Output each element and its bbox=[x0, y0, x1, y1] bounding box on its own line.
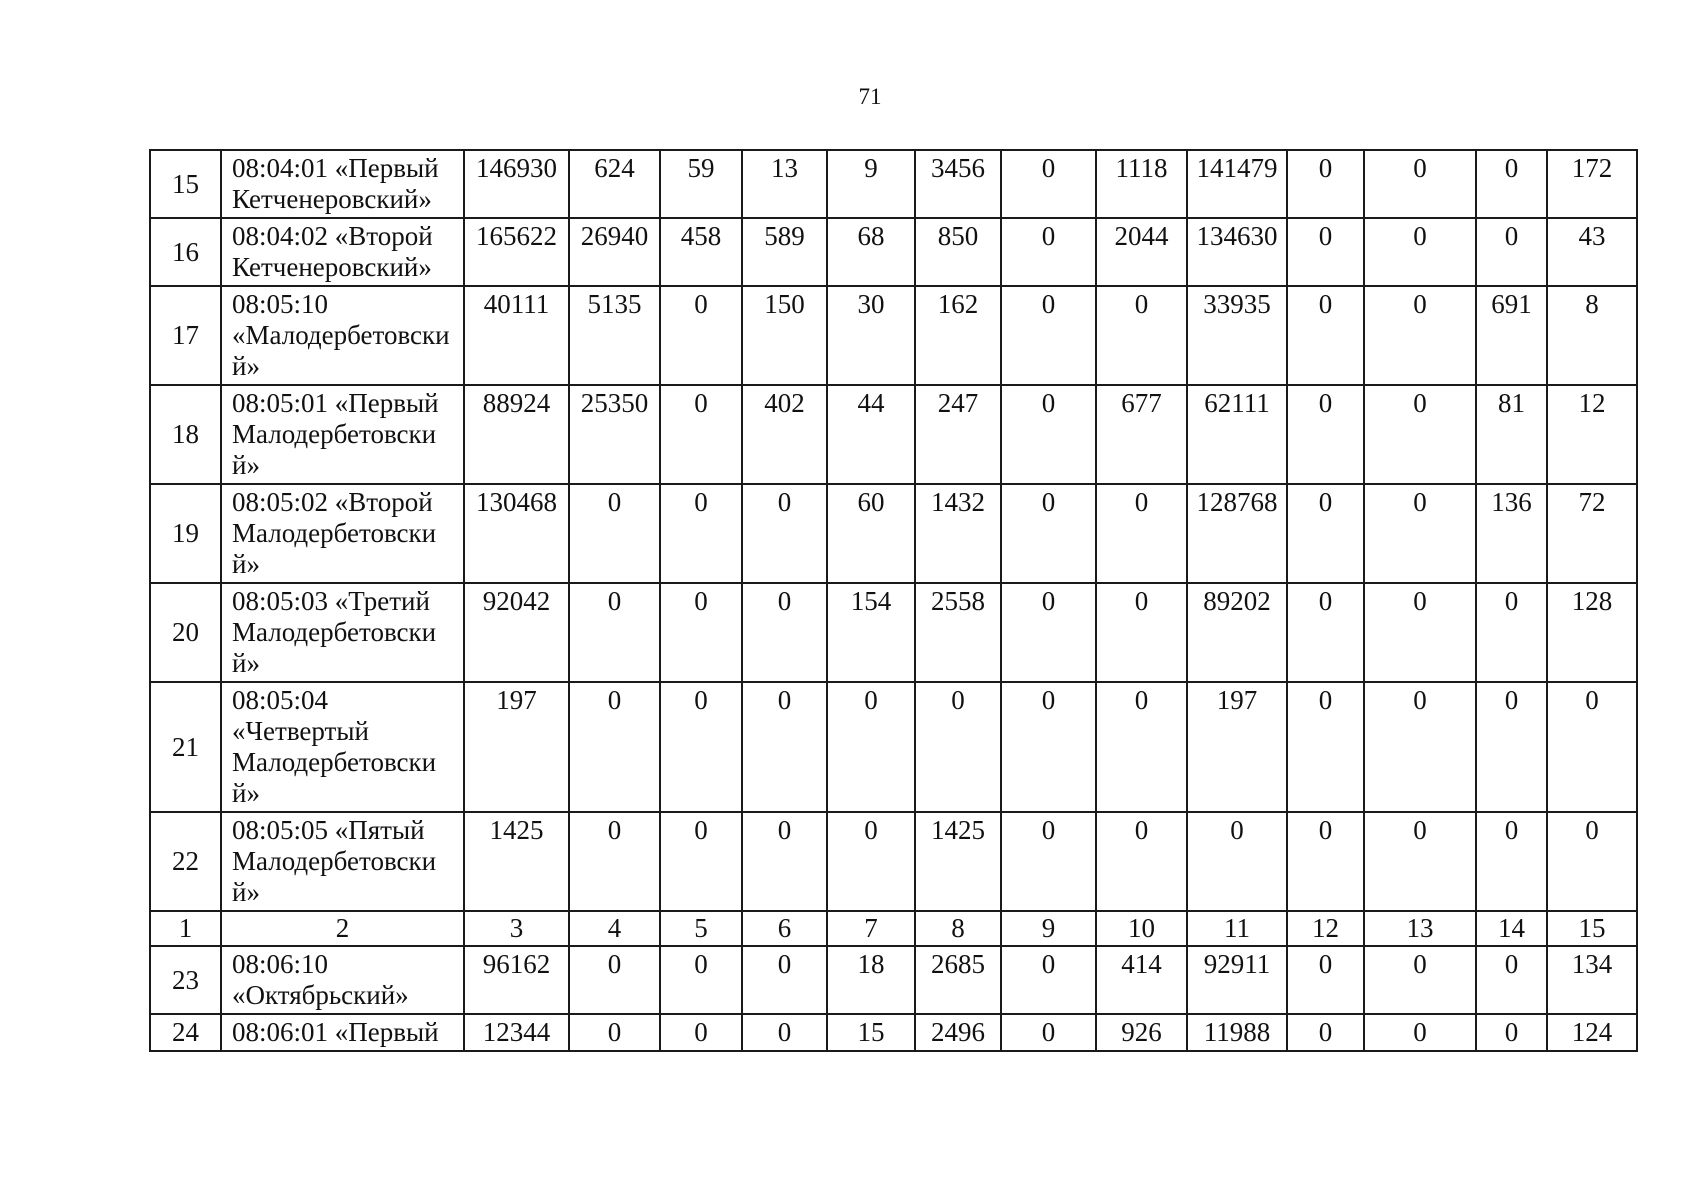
territory-name-line: 08:05:03 «Третий bbox=[232, 586, 430, 616]
column-number-cell: 4 bbox=[569, 911, 660, 946]
row-number: 16 bbox=[150, 218, 221, 286]
value-cell-col-5: 0 bbox=[660, 286, 742, 385]
column-number-cell: 7 bbox=[827, 911, 915, 946]
value-cell-col-3: 92042 bbox=[464, 583, 569, 682]
value-cell-col-12: 0 bbox=[1287, 812, 1364, 911]
value-cell-col-10: 0 bbox=[1096, 812, 1187, 911]
territory-name-line: Малодербетовски bbox=[232, 419, 437, 449]
territory-name-line: 08:04:02 «Второй bbox=[232, 221, 433, 251]
value-cell-col-8: 2496 bbox=[915, 1014, 1001, 1051]
table-row bbox=[150, 150, 1637, 218]
value-cell-col-11: 33935 bbox=[1187, 286, 1287, 385]
table-row bbox=[150, 682, 1637, 812]
column-number-cell: 1 bbox=[150, 911, 221, 946]
row-number: 24 bbox=[150, 1014, 221, 1051]
value-cell-col-4: 0 bbox=[569, 1014, 660, 1051]
value-cell-col-15: 124 bbox=[1547, 1014, 1637, 1051]
territory-name bbox=[221, 583, 464, 682]
value-cell-col-10: 0 bbox=[1096, 286, 1187, 385]
value-cell-col-4: 0 bbox=[569, 484, 660, 583]
value-cell-col-13: 0 bbox=[1364, 812, 1476, 911]
value-cell-col-5: 0 bbox=[660, 1014, 742, 1051]
table-row bbox=[150, 1014, 1637, 1051]
value-cell-col-7: 15 bbox=[827, 1014, 915, 1051]
value-cell-col-7: 68 bbox=[827, 218, 915, 286]
value-cell-col-9: 0 bbox=[1001, 946, 1096, 1014]
column-number-cell: 8 bbox=[915, 911, 1001, 946]
value-cell-col-4: 0 bbox=[569, 583, 660, 682]
value-cell-col-9: 0 bbox=[1001, 812, 1096, 911]
value-cell-col-13: 0 bbox=[1364, 946, 1476, 1014]
value-cell-col-14: 0 bbox=[1476, 682, 1547, 812]
value-cell-col-9: 0 bbox=[1001, 484, 1096, 583]
value-cell-col-6: 13 bbox=[742, 150, 827, 218]
value-cell-col-11: 89202 bbox=[1187, 583, 1287, 682]
value-cell-col-12: 0 bbox=[1287, 286, 1364, 385]
territory-name-line: Кетченеровский» bbox=[232, 252, 432, 282]
value-cell-col-5: 0 bbox=[660, 946, 742, 1014]
value-cell-col-8: 0 bbox=[915, 682, 1001, 812]
value-cell-col-13: 0 bbox=[1364, 484, 1476, 583]
value-cell-col-12: 0 bbox=[1287, 1014, 1364, 1051]
territory-name-line: й» bbox=[232, 351, 260, 381]
value-cell-col-13: 0 bbox=[1364, 1014, 1476, 1051]
column-number-cell: 12 bbox=[1287, 911, 1364, 946]
table-row bbox=[150, 812, 1637, 911]
value-cell-col-14: 0 bbox=[1476, 946, 1547, 1014]
territory-name-line: й» bbox=[232, 877, 260, 907]
value-cell-col-11: 92911 bbox=[1187, 946, 1287, 1014]
territory-name bbox=[221, 385, 464, 484]
value-cell-col-6: 589 bbox=[742, 218, 827, 286]
value-cell-col-6: 0 bbox=[742, 812, 827, 911]
value-cell-col-9: 0 bbox=[1001, 385, 1096, 484]
territory-name bbox=[221, 286, 464, 385]
value-cell-col-4: 2535​0 bbox=[569, 385, 660, 484]
column-number-cell: 3 bbox=[464, 911, 569, 946]
value-cell-col-3: 13046​8 bbox=[464, 484, 569, 583]
territory-name bbox=[221, 946, 464, 1014]
territory-name bbox=[221, 812, 464, 911]
value-cell-col-15: 0 bbox=[1547, 682, 1637, 812]
territory-name-line: Малодербетовски bbox=[232, 518, 437, 548]
row-number: 22 bbox=[150, 812, 221, 911]
value-cell-col-4: 0 bbox=[569, 946, 660, 1014]
column-number-cell: 11 bbox=[1187, 911, 1287, 946]
value-cell-col-7: 18 bbox=[827, 946, 915, 1014]
value-cell-col-5: 0 bbox=[660, 385, 742, 484]
column-number-cell: 9 bbox=[1001, 911, 1096, 946]
value-cell-col-8: 3456 bbox=[915, 150, 1001, 218]
value-cell-col-3: 12344 bbox=[464, 1014, 569, 1051]
table-body-lower bbox=[150, 946, 1637, 1051]
value-cell-col-12: 0 bbox=[1287, 150, 1364, 218]
value-cell-col-11: 11988 bbox=[1187, 1014, 1287, 1051]
value-cell-col-5: 59 bbox=[660, 150, 742, 218]
value-cell-col-13: 0 bbox=[1364, 218, 1476, 286]
value-cell-col-14: 136 bbox=[1476, 484, 1547, 583]
territory-name-line: «Четвертый bbox=[232, 716, 369, 746]
column-number-row-group bbox=[150, 911, 1637, 946]
value-cell-col-12: 0 bbox=[1287, 484, 1364, 583]
table-row bbox=[150, 218, 1637, 286]
value-cell-col-14: 691 bbox=[1476, 286, 1547, 385]
value-cell-col-14: 0 bbox=[1476, 1014, 1547, 1051]
value-cell-col-11: 14147​9 bbox=[1187, 150, 1287, 218]
value-cell-col-3: 1425 bbox=[464, 812, 569, 911]
table-body-upper bbox=[150, 150, 1637, 911]
value-cell-col-7: 30 bbox=[827, 286, 915, 385]
table-row bbox=[150, 385, 1637, 484]
column-number-cell: 5 bbox=[660, 911, 742, 946]
value-cell-col-13: 0 bbox=[1364, 583, 1476, 682]
value-cell-col-12: 0 bbox=[1287, 385, 1364, 484]
value-cell-col-11: 0 bbox=[1187, 812, 1287, 911]
value-cell-col-6: 0 bbox=[742, 1014, 827, 1051]
value-cell-col-4: 2694​0 bbox=[569, 218, 660, 286]
value-cell-col-10: 0 bbox=[1096, 682, 1187, 812]
value-cell-col-3: 40111 bbox=[464, 286, 569, 385]
row-number: 15 bbox=[150, 150, 221, 218]
territory-name-line: 08:05:10 bbox=[232, 289, 329, 319]
territory-name-line: 08:06:10 bbox=[232, 949, 329, 979]
value-cell-col-6: 0 bbox=[742, 484, 827, 583]
territory-name-line: 08:05:04 bbox=[232, 685, 329, 715]
value-cell-col-7: 0 bbox=[827, 682, 915, 812]
value-cell-col-14: 0 bbox=[1476, 150, 1547, 218]
value-cell-col-11: 197 bbox=[1187, 682, 1287, 812]
value-cell-col-14: 0 bbox=[1476, 218, 1547, 286]
value-cell-col-15: 72 bbox=[1547, 484, 1637, 583]
territory-name-line: й» bbox=[232, 549, 260, 579]
value-cell-col-8: 2685 bbox=[915, 946, 1001, 1014]
territory-name-line: й» bbox=[232, 648, 260, 678]
value-cell-col-9: 0 bbox=[1001, 150, 1096, 218]
value-cell-col-5: 0 bbox=[660, 484, 742, 583]
value-cell-col-15: 43 bbox=[1547, 218, 1637, 286]
territory-name-line: 08:05:05 «Пятый bbox=[232, 815, 425, 845]
value-cell-col-12: 0 bbox=[1287, 946, 1364, 1014]
value-cell-col-14: 0 bbox=[1476, 812, 1547, 911]
value-cell-col-11: 12876​8 bbox=[1187, 484, 1287, 583]
territory-name-line: 08:06:01 «Первый bbox=[232, 1017, 439, 1047]
column-number-cell: 10 bbox=[1096, 911, 1187, 946]
value-cell-col-3: 16562​2 bbox=[464, 218, 569, 286]
row-number: 21 bbox=[150, 682, 221, 812]
value-cell-col-3: 197 bbox=[464, 682, 569, 812]
territory-name bbox=[221, 682, 464, 812]
value-cell-col-10: 677 bbox=[1096, 385, 1187, 484]
value-cell-col-4: 5135 bbox=[569, 286, 660, 385]
value-cell-col-11: 13463​0 bbox=[1187, 218, 1287, 286]
value-cell-col-6: 150 bbox=[742, 286, 827, 385]
value-cell-col-15: 172 bbox=[1547, 150, 1637, 218]
value-cell-col-8: 2558 bbox=[915, 583, 1001, 682]
value-cell-col-7: 60 bbox=[827, 484, 915, 583]
territory-name-line: 08:04:01 «Первый bbox=[232, 153, 439, 183]
territory-name-line: «Октябрьский» bbox=[232, 980, 409, 1010]
value-cell-col-9: 0 bbox=[1001, 583, 1096, 682]
value-cell-col-6: 0 bbox=[742, 946, 827, 1014]
row-number: 17 bbox=[150, 286, 221, 385]
column-number-cell: 13 bbox=[1364, 911, 1476, 946]
value-cell-col-10: 0 bbox=[1096, 583, 1187, 682]
table-row bbox=[150, 286, 1637, 385]
value-cell-col-14: 81 bbox=[1476, 385, 1547, 484]
value-cell-col-3: 88924 bbox=[464, 385, 569, 484]
value-cell-col-8: 850 bbox=[915, 218, 1001, 286]
value-cell-col-4: 0 bbox=[569, 812, 660, 911]
territory-name-line: «Малодербетовски bbox=[232, 320, 450, 350]
territory-name bbox=[221, 484, 464, 583]
value-cell-col-9: 0 bbox=[1001, 286, 1096, 385]
value-cell-col-7: 9 bbox=[827, 150, 915, 218]
value-cell-col-9: 0 bbox=[1001, 1014, 1096, 1051]
territory-name-line: й» bbox=[232, 450, 260, 480]
territory-name-line: Малодербетовски bbox=[232, 846, 437, 876]
territory-name bbox=[221, 218, 464, 286]
value-cell-col-15: 0 bbox=[1547, 812, 1637, 911]
value-cell-col-10: 2044 bbox=[1096, 218, 1187, 286]
territory-name bbox=[221, 150, 464, 218]
value-cell-col-9: 0 bbox=[1001, 218, 1096, 286]
value-cell-col-5: 0 bbox=[660, 812, 742, 911]
column-number-cell: 15 bbox=[1547, 911, 1637, 946]
page-number: 71 bbox=[858, 84, 882, 109]
value-cell-col-10: 1118 bbox=[1096, 150, 1187, 218]
value-cell-col-4: 624 bbox=[569, 150, 660, 218]
value-cell-col-13: 0 bbox=[1364, 150, 1476, 218]
value-cell-col-10: 926 bbox=[1096, 1014, 1187, 1051]
value-cell-col-8: 247 bbox=[915, 385, 1001, 484]
column-number-cell: 14 bbox=[1476, 911, 1547, 946]
value-cell-col-4: 0 bbox=[569, 682, 660, 812]
value-cell-col-6: 0 bbox=[742, 583, 827, 682]
value-cell-col-12: 0 bbox=[1287, 583, 1364, 682]
territory-name-line: Малодербетовски bbox=[232, 747, 437, 777]
table-row bbox=[150, 484, 1637, 583]
value-cell-col-8: 1425 bbox=[915, 812, 1001, 911]
value-cell-col-7: 44 bbox=[827, 385, 915, 484]
value-cell-col-13: 0 bbox=[1364, 286, 1476, 385]
value-cell-col-14: 0 bbox=[1476, 583, 1547, 682]
value-cell-col-8: 162 bbox=[915, 286, 1001, 385]
value-cell-col-13: 0 bbox=[1364, 385, 1476, 484]
row-number: 23 bbox=[150, 946, 221, 1014]
value-cell-col-11: 62111 bbox=[1187, 385, 1287, 484]
row-number: 18 bbox=[150, 385, 221, 484]
territory-name bbox=[221, 1014, 464, 1051]
table-row bbox=[150, 946, 1637, 1014]
row-number: 20 bbox=[150, 583, 221, 682]
value-cell-col-5: 458 bbox=[660, 218, 742, 286]
value-cell-col-9: 0 bbox=[1001, 682, 1096, 812]
column-number-cell: 2 bbox=[221, 911, 464, 946]
value-cell-col-15: 128 bbox=[1547, 583, 1637, 682]
data-table bbox=[149, 149, 1638, 1052]
territory-name-line: 08:05:01 «Первый bbox=[232, 388, 439, 418]
value-cell-col-15: 134 bbox=[1547, 946, 1637, 1014]
value-cell-col-7: 154 bbox=[827, 583, 915, 682]
value-cell-col-3: 96162 bbox=[464, 946, 569, 1014]
value-cell-col-6: 0 bbox=[742, 682, 827, 812]
value-cell-col-12: 0 bbox=[1287, 218, 1364, 286]
territory-name-line: Малодербетовски bbox=[232, 617, 437, 647]
column-number-cell: 6 bbox=[742, 911, 827, 946]
value-cell-col-15: 8 bbox=[1547, 286, 1637, 385]
value-cell-col-5: 0 bbox=[660, 682, 742, 812]
value-cell-col-10: 414 bbox=[1096, 946, 1187, 1014]
column-number-row bbox=[150, 911, 1637, 946]
value-cell-col-15: 12 bbox=[1547, 385, 1637, 484]
value-cell-col-10: 0 bbox=[1096, 484, 1187, 583]
value-cell-col-13: 0 bbox=[1364, 682, 1476, 812]
value-cell-col-8: 1432 bbox=[915, 484, 1001, 583]
territory-name-line: 08:05:02 «Второй bbox=[232, 487, 433, 517]
value-cell-col-3: 14693​0 bbox=[464, 150, 569, 218]
value-cell-col-7: 0 bbox=[827, 812, 915, 911]
value-cell-col-6: 402 bbox=[742, 385, 827, 484]
value-cell-col-12: 0 bbox=[1287, 682, 1364, 812]
value-cell-col-5: 0 bbox=[660, 583, 742, 682]
table-row bbox=[150, 583, 1637, 682]
territory-name-line: й» bbox=[232, 778, 260, 808]
territory-name-line: Кетченеровский» bbox=[232, 184, 432, 214]
row-number: 19 bbox=[150, 484, 221, 583]
